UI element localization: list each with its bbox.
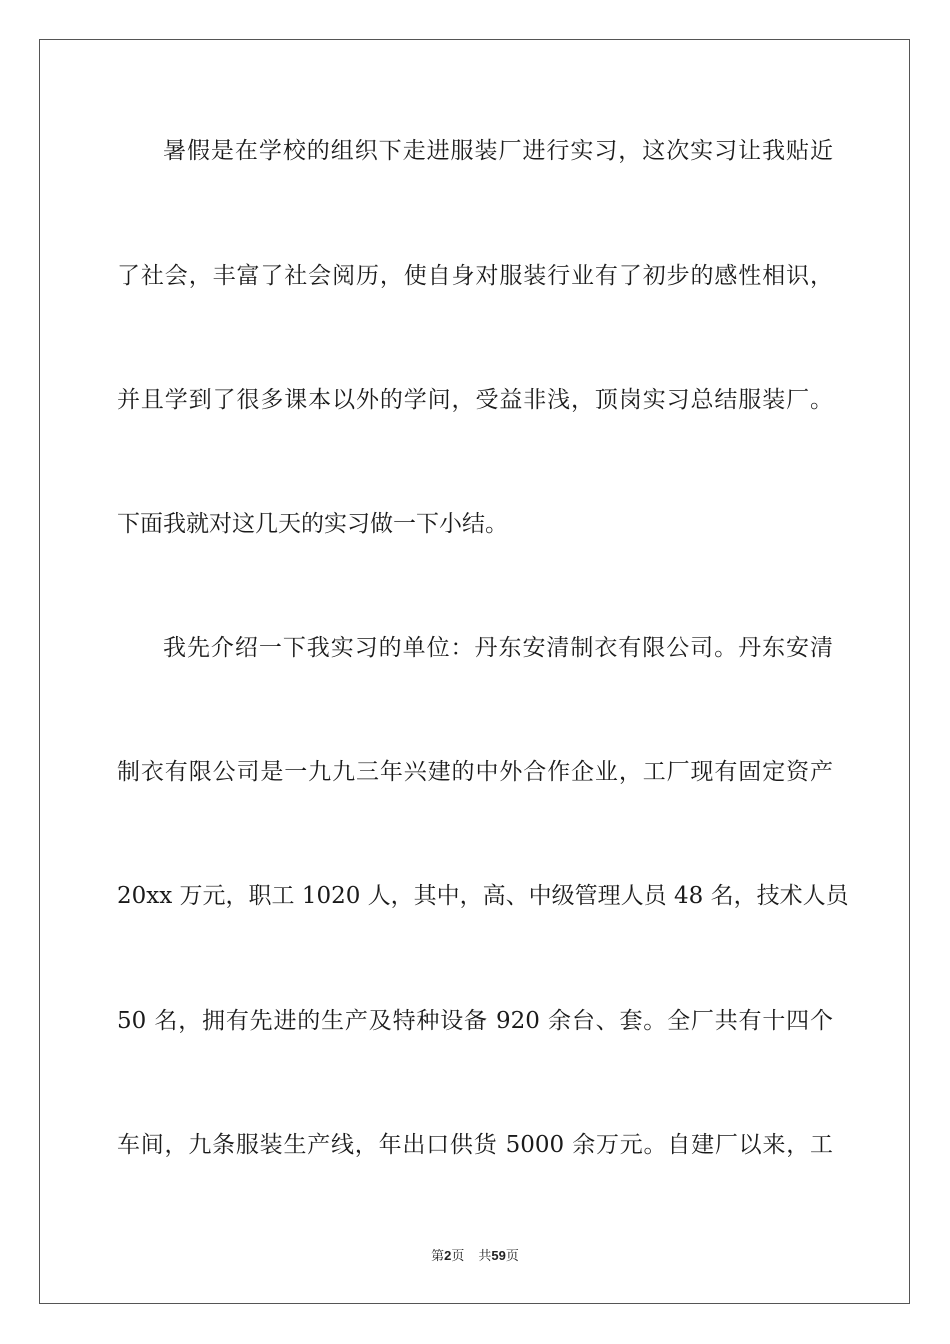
paragraph-2-line-3: 20xx 万元，职工 1020 人，其中，高、中级管理人员 48 名，技术人员 xyxy=(117,883,849,909)
page-border xyxy=(39,39,910,1304)
page-footer xyxy=(0,1247,950,1266)
paragraph-2-line-5: 车间，九条服装生产线，年出口供货 5000 余万元。自建厂以来，工 xyxy=(117,1132,833,1158)
total-prefix: 共 xyxy=(478,1249,492,1264)
paragraph-1-line-2: 了社会，丰富了社会阅历，使自身对服装行业有了初步的感性相识， xyxy=(117,263,833,289)
page-number: 2 xyxy=(444,1248,452,1263)
total-pages: 59 xyxy=(491,1248,506,1263)
paragraph-2-line-1: 我先介绍一下我实习的单位：丹东安清制衣有限公司。丹东安清 xyxy=(163,635,833,661)
page-suffix: 页 xyxy=(451,1249,465,1264)
paragraph-1-line-1: 暑假是在学校的组织下走进服装厂进行实习，这次实习让我贴近 xyxy=(163,138,833,164)
paragraph-2-line-4: 50 名，拥有先进的生产及特种设备 920 余台、套。全厂共有十四个 xyxy=(117,1008,833,1034)
total-suffix: 页 xyxy=(505,1249,519,1264)
paragraph-2-line-2: 制衣有限公司是一九九三年兴建的中外合作企业，工厂现有固定资产 xyxy=(117,759,833,785)
paragraph-1-line-4: 下面我就对这几天的实习做一下小结。 xyxy=(117,511,508,537)
paragraph-1-line-3: 并且学到了很多课本以外的学问，受益非浅，顶岗实习总结服装厂。 xyxy=(117,387,833,413)
page-prefix: 第 xyxy=(431,1249,445,1264)
